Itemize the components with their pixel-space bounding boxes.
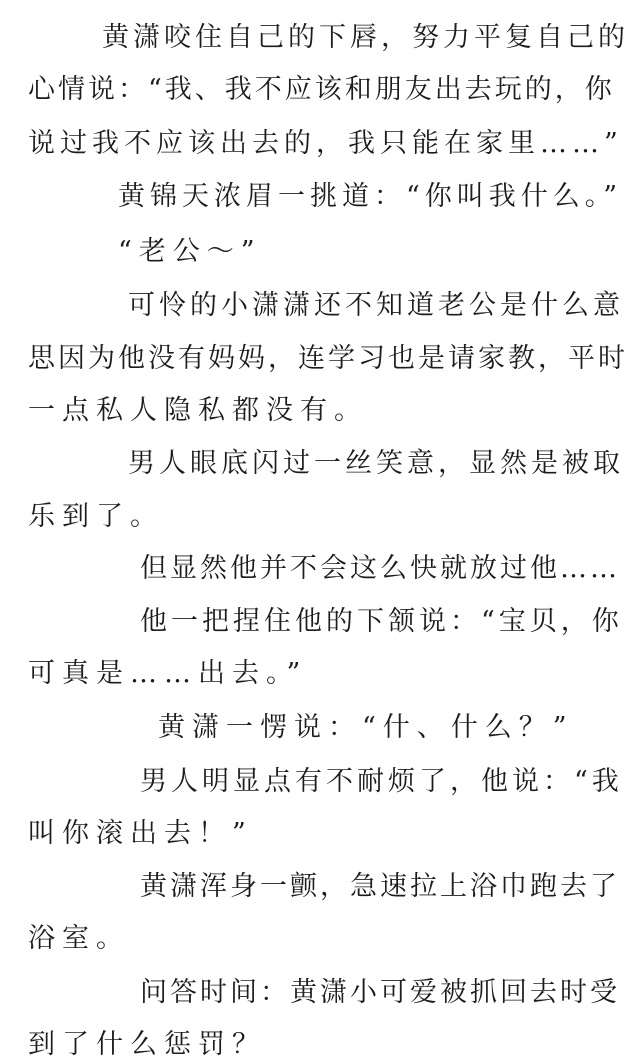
- text-line: 叫你滚出去！”: [28, 818, 253, 849]
- text-line: 浴室。: [28, 923, 130, 954]
- text-line: 但显然他并不会这么快就放过他……: [140, 553, 620, 584]
- text-line: 可怜的小潇潇还不知道老公是什么意: [128, 290, 624, 321]
- text-line: 一点私人隐私都没有。: [28, 395, 368, 426]
- text-line: 黄锦天浓眉一挑道：“你叫我什么。”: [118, 181, 623, 212]
- text-line: 他一把捏住他的下颔说：“宝贝，你: [140, 606, 623, 637]
- text-line: 男人明显点有不耐烦了，他说：“我: [140, 766, 623, 797]
- text-line: 心情说：“我、我不应该和朋友出去玩的，你: [28, 74, 615, 105]
- text-line: 思因为他没有妈妈，连学习也是请家教，平时: [28, 343, 628, 374]
- text-line: 黄潇咬住自己的下唇，努力平复自己的: [102, 22, 629, 53]
- text-line: 可真是……出去。”: [28, 658, 308, 689]
- text-line: 乐到了。: [28, 501, 164, 532]
- text-line: “老公～”: [118, 236, 262, 267]
- text-line: 到了什么惩罚？: [28, 1029, 266, 1060]
- text-line: 男人眼底闪过一丝笑意，显然是被取: [128, 448, 624, 479]
- text-line: 问答时间：黄潇小可爱被抓回去时受: [140, 977, 620, 1008]
- text-line: 黄潇一愣说：“什、什么？”: [158, 712, 574, 743]
- text-line: 黄潇浑身一颤，急速拉上浴巾跑去了: [140, 871, 620, 902]
- text-line: 说过我不应该出去的，我只能在家里……”: [28, 128, 623, 159]
